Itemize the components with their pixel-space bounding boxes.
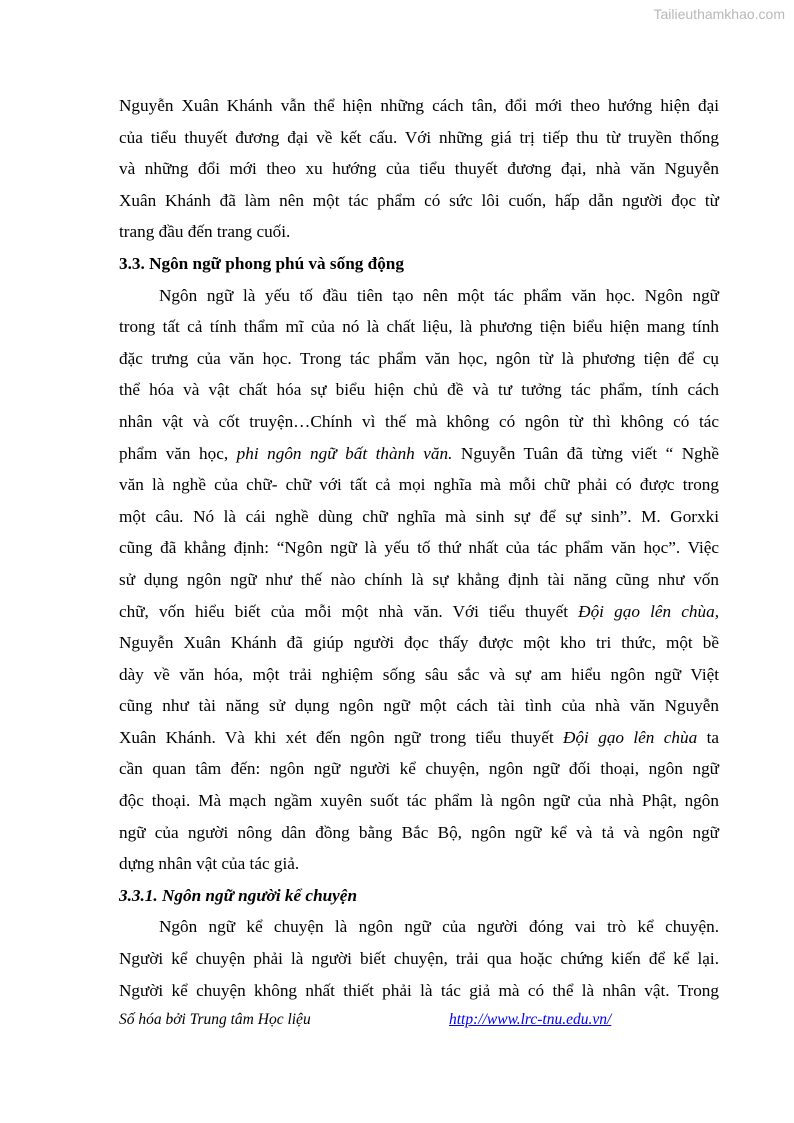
text-line: Xuân Khánh đã làm nên một tác phẩm có sức lôi cuốn, hấp dẫn người đọc từ [119,190,719,210]
text-line: trang đầu đến trang cuối. [119,222,291,242]
section-heading: 3.3. Ngôn ngữ phong phú và sống động [119,253,404,273]
text-line: văn là nghề của chữ- chữ với tất cả mọi nghĩa mà mỗi chữ phải có được trong [119,475,719,495]
text-line: và những đổi mới theo xu hướng của tiểu thuyết đương đại, nhà văn Nguyễn [119,159,719,179]
emphasis-text: phi ngôn ngữ bất thành văn. [236,443,453,463]
document-body [119,90,719,1006]
footer-link[interactable]: http://www.lrc-tnu.edu.vn/ [449,1011,612,1028]
text-line: Nguyễn Xuân Khánh đã giúp người đọc thấy được một kho tri thức, một bề [119,633,719,653]
page-footer [119,1011,719,1035]
subsection-heading: 3.3.1. Ngôn ngữ người kể chuyện [119,885,357,905]
text-line [119,438,719,470]
text-line: độc thoại. Mà mạch ngầm xuyên suốt tác phẩm là ngôn ngữ của nhà Phật, ngôn [119,791,719,811]
footer-credit: Số hóa bởi Trung tâm Học liệu [119,1011,311,1028]
text-line: Ngôn ngữ kể chuyện là ngôn ngữ của người đóng vai trò kể chuyện. [159,917,719,937]
text-line: một câu. Nó là cái nghề dùng chữ nghĩa mà sinh sự để sự sinh”. M. Gorxki [119,506,719,526]
emphasis-text: Đội gạo lên chùa [563,727,698,747]
text-line: trong tất cả tính thẩm mĩ của nó là chất liệu, là phương tiện biểu hiện mang tính [119,317,719,337]
text-run: Xuân Khánh. Và khi xét đến ngôn ngữ trong tiểu thuyết [119,727,564,747]
text-line [119,722,719,754]
text-line: cũng như tài năng sử dụng ngôn ngữ một cách tài tình của nhà văn Nguyễn [119,696,719,716]
text-run: Nguyễn Tuân đã từng viết “ Nghề [452,443,719,463]
text-line: nhân vật và cốt truyện…Chính vì thế mà không có ngôn từ thì không có tác [119,411,719,431]
text-line: Người kể chuyện không nhất thiết phải là tác giả mà có thể là nhân vật. Trong [119,980,719,1000]
text-line: dày về văn hóa, một trải nghiệm sống sâu sắc và sự am hiểu ngôn ngữ Việt [119,664,719,684]
text-line: của tiểu thuyết đương đại về kết cấu. Với những giá trị tiếp thu từ truyền thống [119,127,719,147]
text-line: dựng nhân vật của tác giả. [119,854,300,874]
emphasis-text: Đội gạo lên chùa, [578,601,719,621]
text-line: ngữ của người nông dân đồng bằng Bắc Bộ, ngôn ngữ kể và tả và ngôn ngữ [119,822,719,842]
text-line: cần quan tâm đến: ngôn ngữ người kể chuyện, ngôn ngữ đối thoại, ngôn ngữ [119,759,719,779]
text-line: Nguyễn Xuân Khánh vẫn thể hiện những cách tân, đổi mới theo hướng hiện đại [119,96,719,115]
text-line: thể hóa và vật chất hóa sự biểu hiện chủ đề và tư tưởng tác phẩm, tính cách [119,380,719,400]
text-run: phẩm văn học, [119,443,237,463]
text-run: ta [697,727,719,747]
text-line: sử dụng ngôn ngữ như thế nào chính là sự khẳng định tài năng cũng như vốn [119,569,719,589]
text-line [119,596,719,628]
text-line: đặc trưng của văn học. Trong tác phẩm văn học, ngôn từ là phương tiện để cụ [119,348,719,368]
watermark: Tailieuthamkhao.com [653,6,785,22]
text-run: chữ, vốn hiểu biết của mỗi một nhà văn. Với tiểu thuyết [119,601,579,621]
text-line: cũng đã khẳng định: “Ngôn ngữ là yếu tố thứ nhất của tác phẩm văn học”. Việc [119,538,719,558]
text-line: Ngôn ngữ là yếu tố đầu tiên tạo nên một tác phẩm văn học. Ngôn ngữ [159,285,719,305]
text-line: Người kể chuyện phải là người biết chuyện, trải qua hoặc chứng kiến để kể lại. [119,949,719,969]
